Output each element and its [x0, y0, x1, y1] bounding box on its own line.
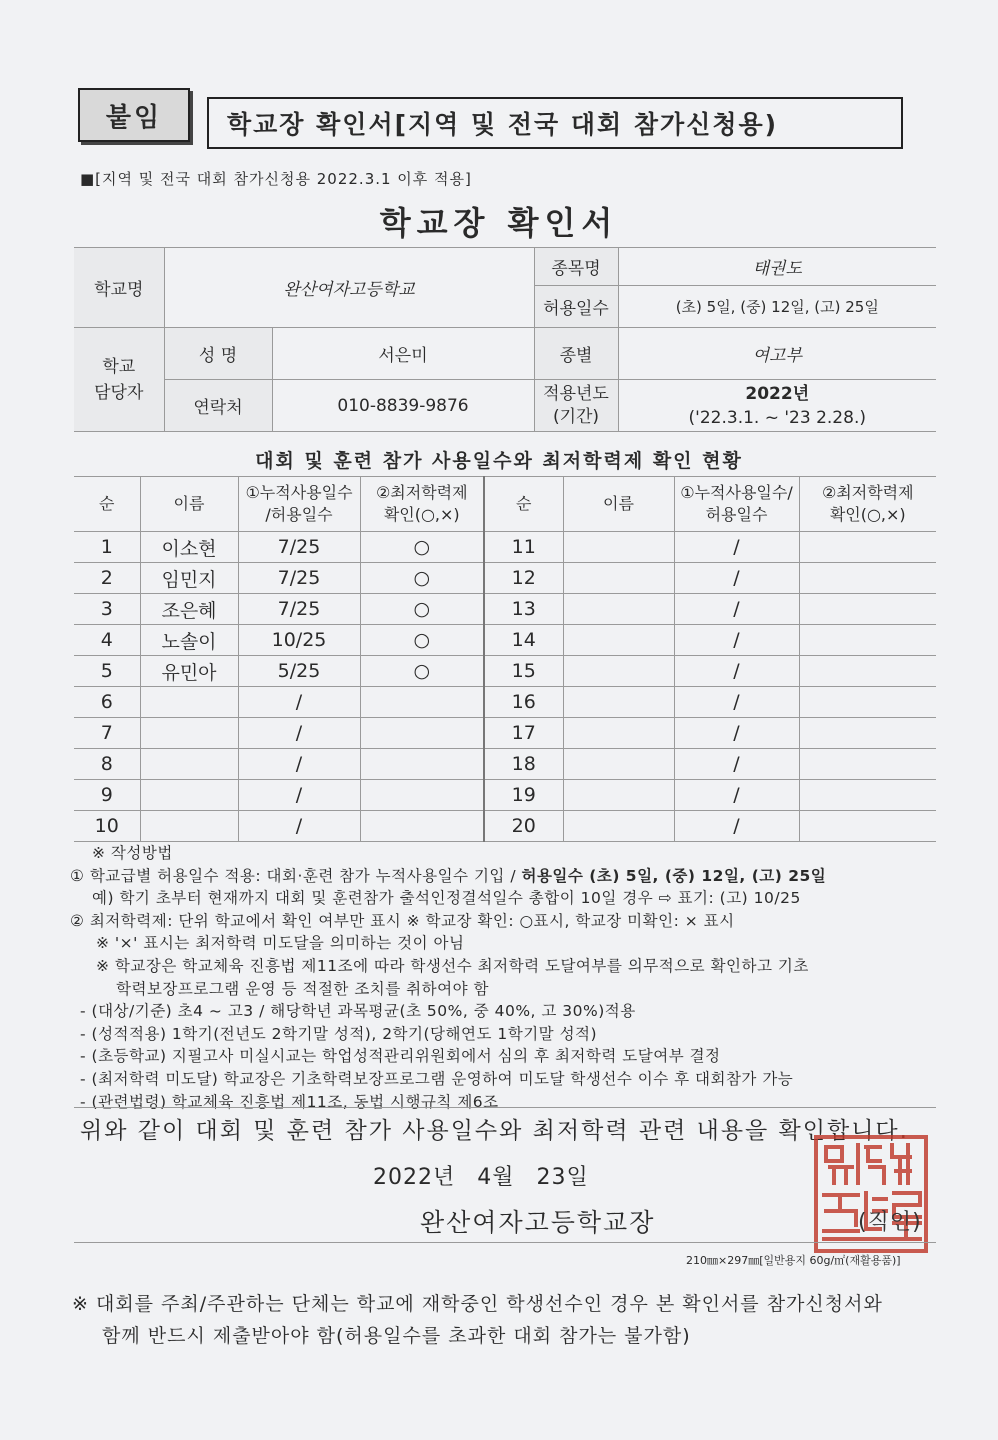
contact-label: 연락처 — [164, 380, 272, 432]
row-academic-check — [360, 780, 484, 811]
applicability-note: ■[지역 및 전국 대회 참가신청용 2022.3.1 이후 적용] — [80, 170, 472, 188]
participation-table — [74, 476, 936, 842]
row-days-right: / — [674, 594, 799, 625]
row-no-right: 20 — [484, 811, 563, 842]
row-days-right: / — [674, 563, 799, 594]
row-no: 10 — [74, 811, 140, 842]
contact-value: 010-8839-9876 — [272, 380, 534, 432]
table-row — [74, 563, 936, 594]
header-no-right: 순 — [484, 477, 563, 532]
row-name — [140, 811, 238, 842]
table-row — [74, 656, 936, 687]
table-row — [74, 749, 936, 780]
row-name: 조은혜 — [140, 594, 238, 625]
row-name-right — [563, 811, 674, 842]
row-academic-check: ○ — [360, 625, 484, 656]
row-name-right — [563, 563, 674, 594]
name-value: 서은미 — [272, 328, 534, 380]
row-name: 임민지 — [140, 563, 238, 594]
row-no-right: 15 — [484, 656, 563, 687]
note-1 — [70, 865, 950, 888]
signatory: 완산여자고등학교장 — [420, 1208, 656, 1237]
notes-heading: ※ 작성방법 — [92, 844, 173, 862]
note-3: ※ '×' 표시는 최저학력 미도달을 의미하는 것이 아님 — [96, 934, 465, 953]
row-name-right — [563, 625, 674, 656]
row-academic-check — [360, 718, 484, 749]
paper-spec: 210㎜×297㎜[일반용지 60g/㎡(재활용품)] — [686, 1254, 901, 1267]
row-no-right: 12 — [484, 563, 563, 594]
row-days: 7/25 — [238, 594, 360, 625]
row-no: 6 — [74, 687, 140, 718]
instructions — [70, 842, 950, 1113]
row-academic-check-right — [799, 594, 936, 625]
row-no-right: 16 — [484, 687, 563, 718]
footer-line-2: 함께 반드시 제출받아야 함(허용일수를 초과한 대회 참가는 불가함) — [102, 1325, 691, 1347]
row-name-right — [563, 532, 674, 563]
form-title-box — [207, 97, 903, 149]
row-days-right: / — [674, 718, 799, 749]
note-dash-1: - (대상/기준) 초4 ~ 고3 / 해당학년 과목평균(초 50%, 중 40%, 고 30%)적용 — [80, 1002, 636, 1021]
row-no: 3 — [74, 594, 140, 625]
table-row — [74, 811, 936, 842]
row-no-right: 13 — [484, 594, 563, 625]
note-dash-4: - (최저학력 미도달) 학교장은 기초학력보장프로그램 운영하여 미도달 학생선수 이수 후 대회참가 가능 — [80, 1069, 794, 1088]
row-no: 1 — [74, 532, 140, 563]
category-label: 종별 — [534, 328, 618, 380]
note-dash-5: - (관련법령) 학교체육 진흥법 제11조, 동법 시행규칙 제6조 — [80, 1092, 499, 1111]
table-row — [74, 780, 936, 811]
row-days: 10/25 — [238, 625, 360, 656]
row-name — [140, 749, 238, 780]
header-academic-right: ②최저학력제 확인(○,×) — [799, 477, 936, 532]
row-academic-check-right — [799, 687, 936, 718]
header-days: ①누적사용일수 /허용일수 — [238, 477, 360, 532]
name-label: 성 명 — [164, 328, 272, 380]
row-name — [140, 718, 238, 749]
row-name-right — [563, 687, 674, 718]
confirmation-statement: 위와 같이 대회 및 훈련 참가 사용일수와 최저학력 관련 내용을 확인합니다. — [80, 1118, 909, 1144]
note-4-cont: 학력보장프로그램 운영 등 적절한 조치를 취하여야 함 — [116, 979, 489, 998]
row-no-right: 17 — [484, 718, 563, 749]
row-name — [140, 780, 238, 811]
note-4: ※ 학교장은 학교체육 진흥법 제11조에 따라 학생선수 최저학력 도달여부를 의무적으로 확인하고 기초 — [96, 956, 809, 975]
year-period: ('22.3.1. ~ '23 2.28.) — [688, 407, 866, 428]
row-academic-check: ○ — [360, 532, 484, 563]
row-days-right: / — [674, 749, 799, 780]
row-days: / — [238, 687, 360, 718]
row-days: / — [238, 749, 360, 780]
row-no-right: 11 — [484, 532, 563, 563]
row-name-right — [563, 780, 674, 811]
row-days-right: / — [674, 532, 799, 563]
footer-line-1: ※ 대회를 주최/주관하는 단체는 학교에 재학중인 학생선수인 경우 본 확인서를 참가신청서와 — [72, 1293, 883, 1315]
row-no: 9 — [74, 780, 140, 811]
divider-top — [74, 1107, 936, 1108]
table-row — [74, 718, 936, 749]
row-academic-check: ○ — [360, 563, 484, 594]
row-name-right — [563, 749, 674, 780]
school-name-label: 학교명 — [74, 248, 164, 328]
row-academic-check: ○ — [360, 594, 484, 625]
row-days-right: / — [674, 625, 799, 656]
year-value: 2022년 — [745, 383, 810, 404]
allowed-days-value: (초) 5일, (중) 12일, (고) 25일 — [618, 286, 936, 328]
row-name: 노솔이 — [140, 625, 238, 656]
row-no: 8 — [74, 749, 140, 780]
table-row — [74, 532, 936, 563]
row-name-right — [563, 594, 674, 625]
row-days: / — [238, 718, 360, 749]
row-academic-check: ○ — [360, 656, 484, 687]
row-days: / — [238, 811, 360, 842]
note-2: ② 최저학력제: 단위 학교에서 확인 여부만 표시 ※ 학교장 확인: ○표시, 학교장 미확인: × 표시 — [70, 911, 735, 930]
row-academic-check-right — [799, 749, 936, 780]
category-value: 여고부 — [618, 328, 936, 380]
seal-label: (직인) — [858, 1210, 922, 1235]
header-days-right: ①누적사용일수/ 허용일수 — [674, 477, 799, 532]
allowed-days-label: 허용일수 — [534, 286, 618, 328]
school-name-value: 완산여자고등학교 — [164, 248, 534, 328]
row-academic-check — [360, 749, 484, 780]
row-academic-check — [360, 687, 484, 718]
row-academic-check-right — [799, 625, 936, 656]
row-no: 5 — [74, 656, 140, 687]
table-row — [74, 625, 936, 656]
row-name: 이소현 — [140, 532, 238, 563]
note-dash-2: - (성적적용) 1학기(전년도 2학기말 성적), 2학기(당해연도 1학기말 성적) — [80, 1024, 598, 1043]
note-1-text: ① 학교급별 허용일수 적용: 대회·훈련 참가 누적사용일수 기입 / — [70, 866, 522, 885]
sport-label: 종목명 — [534, 248, 618, 286]
row-no-right: 14 — [484, 625, 563, 656]
confirmation-date: 2022년 4월 23일 — [373, 1165, 589, 1190]
note-1-example: 예) 학기 초부터 현재까지 대회 및 훈련참가 출석인정결석일수 총합이 10일 경우 ⇨ 표기: (고) 10/25 — [92, 889, 801, 908]
row-academic-check — [360, 811, 484, 842]
row-days-right: / — [674, 687, 799, 718]
row-academic-check-right — [799, 563, 936, 594]
table-row — [74, 594, 936, 625]
row-name — [140, 687, 238, 718]
row-name-right — [563, 656, 674, 687]
footer-notice — [72, 1288, 952, 1352]
official-seal-icon — [812, 1133, 930, 1255]
header-name: 이름 — [140, 477, 238, 532]
attachment-label: 붙임 — [78, 88, 190, 142]
row-days: 5/25 — [238, 656, 360, 687]
row-days: / — [238, 780, 360, 811]
row-academic-check-right — [799, 718, 936, 749]
divider-bottom — [74, 1242, 936, 1243]
manager-label: 학교 담당자 — [74, 328, 164, 432]
row-days-right: / — [674, 780, 799, 811]
row-no: 2 — [74, 563, 140, 594]
row-no-right: 19 — [484, 780, 563, 811]
row-name-right — [563, 718, 674, 749]
info-table — [74, 247, 936, 432]
form-title: 학교장 확인서[지역 및 전국 대회 참가신청용) — [227, 110, 779, 139]
row-no-right: 18 — [484, 749, 563, 780]
row-academic-check-right — [799, 532, 936, 563]
year-cell — [618, 380, 936, 432]
row-days-right: / — [674, 656, 799, 687]
sport-value: 태권도 — [618, 248, 936, 286]
header-name-right: 이름 — [563, 477, 674, 532]
header-academic: ②최저학력제 확인(○,×) — [360, 477, 484, 532]
row-days: 7/25 — [238, 532, 360, 563]
row-academic-check-right — [799, 811, 936, 842]
row-academic-check-right — [799, 656, 936, 687]
year-label: 적용년도 (기간) — [534, 380, 618, 432]
section-title: 대회 및 훈련 참가 사용일수와 최저학력제 확인 현황 — [255, 450, 743, 472]
document-title: 학교장 확인서 — [379, 204, 619, 242]
header-no: 순 — [74, 477, 140, 532]
row-days-right: / — [674, 811, 799, 842]
note-1-bold: 허용일수 (초) 5일, (중) 12일, (고) 25일 — [521, 866, 827, 885]
row-no: 7 — [74, 718, 140, 749]
row-academic-check-right — [799, 780, 936, 811]
row-days: 7/25 — [238, 563, 360, 594]
note-dash-3: - (초등학교) 지필고사 미실시교는 학업성적관리위원회에서 심의 후 최저학력 도달여부 결정 — [80, 1047, 721, 1066]
row-no: 4 — [74, 625, 140, 656]
table-row — [74, 687, 936, 718]
row-name: 유민아 — [140, 656, 238, 687]
